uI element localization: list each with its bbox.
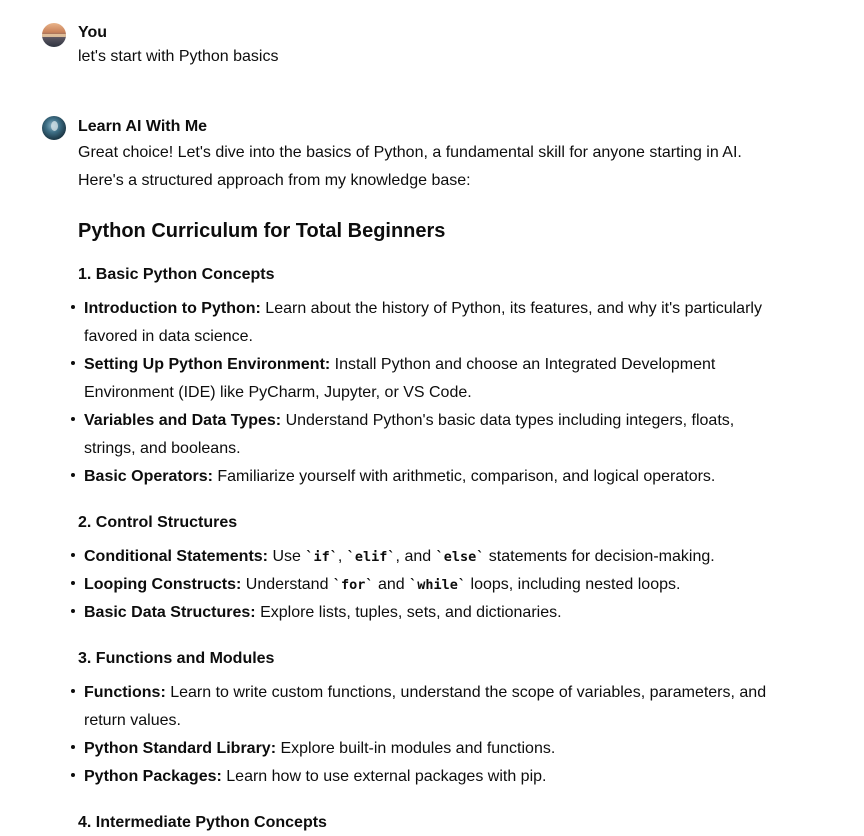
list-item-desc: Learn how to use external packages with pip. bbox=[221, 768, 547, 785]
assistant-intro-line-2: Here's a structured approach from my knowledge base: bbox=[78, 172, 471, 189]
list-item bbox=[68, 571, 768, 599]
list-item-term: Conditional Statements: bbox=[84, 548, 269, 565]
list-item-term: Python Standard Library: bbox=[84, 740, 277, 757]
code-while: `while` bbox=[409, 577, 467, 593]
list-item bbox=[68, 351, 768, 407]
code-if: `if` bbox=[305, 549, 338, 565]
list-item-desc: Familiarize yourself with arithmetic, comparison, and logical operators. bbox=[212, 468, 716, 485]
list-item-text: Understand bbox=[241, 576, 333, 593]
section-heading-intermediate: 4. Intermediate Python Concepts bbox=[78, 814, 327, 831]
list-item bbox=[68, 599, 768, 627]
list-item-text: Use bbox=[268, 548, 306, 565]
list-item-desc: Understand Python's basic data types including integers, floats, strings, and booleans. bbox=[84, 412, 735, 457]
list-item-text: and bbox=[373, 576, 410, 593]
list-item-term: Python Packages: bbox=[84, 768, 222, 785]
list-item-desc: Learn to write custom functions, understand the scope of variables, parameters, and return values. bbox=[84, 684, 767, 729]
list-item-term: Functions: bbox=[84, 684, 166, 701]
list-item-term: Basic Operators: bbox=[84, 468, 213, 485]
list-item bbox=[68, 735, 768, 763]
list-item bbox=[68, 763, 768, 791]
list-item bbox=[68, 543, 768, 571]
user-avatar[interactable] bbox=[42, 23, 66, 47]
code-elif: `elif` bbox=[346, 549, 396, 565]
list-item-term: Introduction to Python: bbox=[84, 300, 261, 317]
list-item-text: statements for decision-making. bbox=[484, 548, 715, 565]
list-item-term: Basic Data Structures: bbox=[84, 604, 256, 621]
section-list-control-structures bbox=[68, 543, 768, 627]
section-list-functions-modules bbox=[68, 679, 768, 791]
section-heading-functions-modules: 3. Functions and Modules bbox=[78, 650, 275, 667]
curriculum-title: Python Curriculum for Total Beginners bbox=[78, 220, 446, 242]
code-else: `else` bbox=[435, 549, 485, 565]
list-item-text: loops, including nested loops. bbox=[466, 576, 681, 593]
list-item bbox=[68, 407, 768, 463]
list-item-term: Variables and Data Types: bbox=[84, 412, 282, 429]
list-item-term: Looping Constructs: bbox=[84, 576, 242, 593]
section-heading-control-structures: 2. Control Structures bbox=[78, 514, 238, 531]
list-item-term: Setting Up Python Environment: bbox=[84, 356, 331, 373]
section-list-basic-concepts bbox=[68, 295, 768, 491]
list-item-desc: Learn about the history of Python, its features, and why it's particularly favored in data science. bbox=[84, 300, 762, 345]
assistant-avatar[interactable] bbox=[42, 116, 66, 140]
list-item bbox=[68, 679, 768, 735]
list-item-text: , bbox=[337, 548, 347, 565]
code-for: `for` bbox=[332, 577, 374, 593]
list-item bbox=[68, 463, 768, 491]
list-item-desc: Explore built-in modules and functions. bbox=[276, 740, 556, 757]
section-heading-basic-concepts: 1. Basic Python Concepts bbox=[78, 266, 275, 283]
user-author-name: You bbox=[78, 24, 108, 41]
assistant-author-name: Learn AI With Me bbox=[78, 118, 208, 135]
list-item-desc: Install Python and choose an Integrated Development Environment (IDE) like PyCharm, Jupyter, or VS Code. bbox=[84, 356, 716, 401]
list-item-text: , and bbox=[395, 548, 436, 565]
user-message-text: let's start with Python basics bbox=[78, 48, 279, 65]
list-item bbox=[68, 295, 768, 351]
list-item-desc: Explore lists, tuples, sets, and dictionaries. bbox=[255, 604, 562, 621]
assistant-intro-line-1: Great choice! Let's dive into the basics of Python, a fundamental skill for anyone starting in AI. bbox=[78, 144, 742, 161]
